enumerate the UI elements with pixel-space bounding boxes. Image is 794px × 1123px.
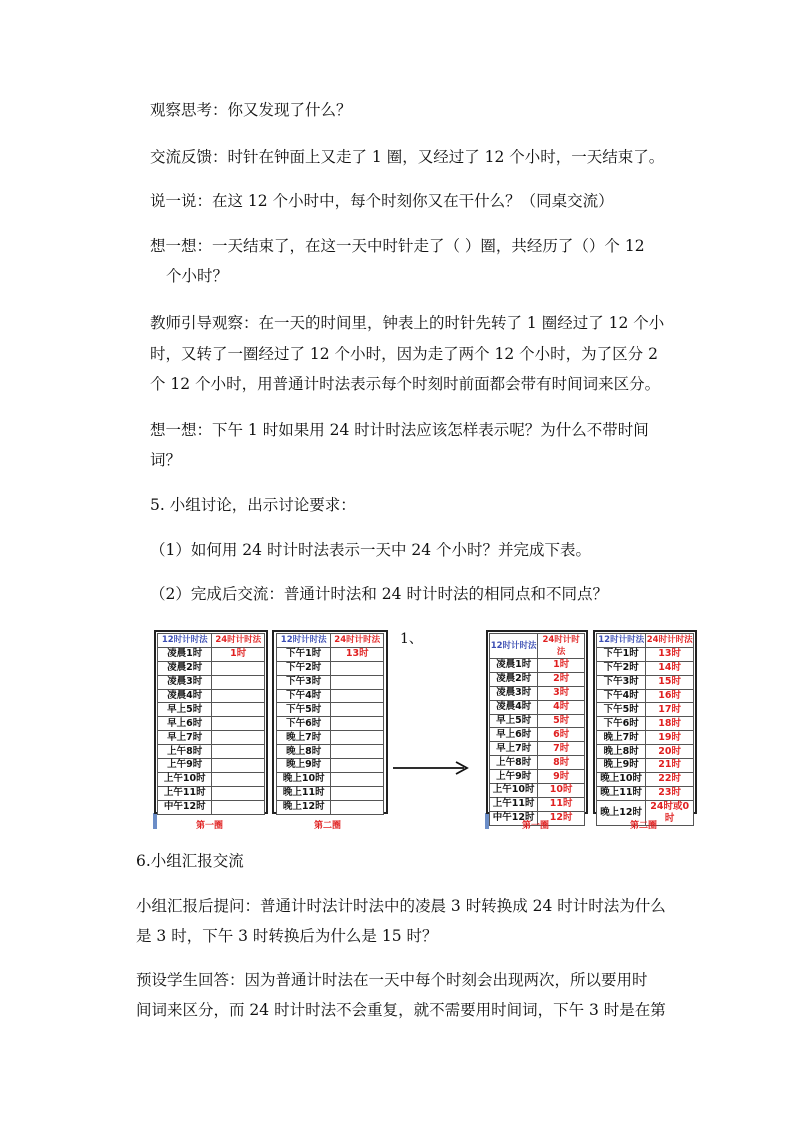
time-24h-cell[interactable] xyxy=(331,772,384,786)
time-12h-cell: 早上5时 xyxy=(158,703,212,717)
time-24h-cell[interactable]: 24时或0时 xyxy=(646,800,694,825)
time-24h-cell[interactable] xyxy=(212,759,265,773)
table-row xyxy=(277,689,384,703)
time-24h-cell[interactable] xyxy=(331,675,384,689)
header-24h: 24时计时法 xyxy=(646,635,693,646)
table-row xyxy=(597,717,694,731)
time-24h-cell[interactable] xyxy=(212,731,265,745)
table-row xyxy=(158,772,265,786)
time-12h-cell: 上午8时 xyxy=(158,745,212,759)
table-row xyxy=(277,675,384,689)
time-12h-cell: 早上7时 xyxy=(490,742,538,756)
time-12h-cell: 下午3时 xyxy=(277,675,331,689)
line-think-1b: 个小时？ xyxy=(166,267,229,285)
line-report-b: 是 3 时，下午 3 时转换后为什么是 15 时？ xyxy=(136,927,438,945)
time-12h-cell: 下午4时 xyxy=(597,689,646,703)
time-12h-cell: 下午5时 xyxy=(277,703,331,717)
time-12h-cell: 凌晨1时 xyxy=(158,647,212,661)
time-12h-cell: 晚上7时 xyxy=(277,731,331,745)
time-24h-cell[interactable] xyxy=(212,717,265,731)
line-answer-a: 预设学生回答：因为普通计时法在一天中每个时刻会出现两次，所以要用时 xyxy=(136,971,648,989)
time-24h-cell[interactable]: 5时 xyxy=(538,714,585,728)
time-24h-cell[interactable]: 19时 xyxy=(646,731,694,745)
time-24h-cell[interactable]: 18时 xyxy=(646,717,694,731)
table-row xyxy=(597,647,694,661)
time-12h-cell: 早上6时 xyxy=(490,728,538,742)
line-observe: 观察思考：你又发现了什么？ xyxy=(150,101,352,119)
table-row xyxy=(158,759,265,773)
header-12h: 12时计时法 xyxy=(277,634,331,648)
table-row xyxy=(277,717,384,731)
table-row xyxy=(597,675,694,689)
time-12h-cell: 凌晨2时 xyxy=(158,661,212,675)
time-24h-cell[interactable] xyxy=(212,800,265,814)
line-group-discuss: 5. 小组讨论，出示讨论要求： xyxy=(150,496,356,514)
caption-first-circle: 第一圈 xyxy=(522,821,550,831)
line-req-2: （2）完成后交流：普通计时法和 24 时计时法的相同点和不同点？ xyxy=(150,585,608,603)
table-after-second xyxy=(596,633,694,826)
time-12h-cell: 上午9时 xyxy=(158,759,212,773)
line-teacher-a: 教师引导观察：在一天的时间里，钟表上的时针先转了 1 圈经过了 12 个小 xyxy=(150,314,665,332)
time-12h-cell: 晚上11时 xyxy=(277,786,331,800)
time-24h-cell[interactable] xyxy=(212,745,265,759)
table-row xyxy=(490,742,585,756)
time-24h-cell[interactable]: 17时 xyxy=(646,703,694,717)
table-row xyxy=(597,759,694,773)
header-12h: 12时计时法 xyxy=(490,634,538,659)
table-row xyxy=(277,800,384,814)
time-24h-cell[interactable] xyxy=(331,731,384,745)
table-row xyxy=(158,675,265,689)
table-row xyxy=(490,784,585,798)
time-12h-cell: 下午3时 xyxy=(597,675,646,689)
time-12h-cell: 下午6时 xyxy=(597,717,646,731)
time-24h-cell[interactable]: 8时 xyxy=(538,756,585,770)
time-24h-cell[interactable]: 15时 xyxy=(646,675,694,689)
time-24h-cell[interactable]: 6时 xyxy=(538,728,585,742)
line-teacher-b: 时，又转了一圈经过了 12 个小时，因为走了两个 12 个小时，为了区分 2 xyxy=(150,345,658,363)
time-12h-cell: 上午11时 xyxy=(490,797,538,811)
table-row xyxy=(277,759,384,773)
time-24h-cell[interactable]: 12时 xyxy=(538,811,585,825)
table-before-first xyxy=(157,633,265,815)
section-6-title: 6.小组汇报交流 xyxy=(136,852,244,870)
header-24h: 24时计时法 xyxy=(538,634,585,659)
time-24h-cell[interactable] xyxy=(331,759,384,773)
time-12h-cell: 凌晨3时 xyxy=(490,686,538,700)
table-row xyxy=(597,731,694,745)
caption-second-circle: 第二圈 xyxy=(314,821,342,831)
line-think-2a: 想一想：下午 1 时如果用 24 时计时法应该怎样表示呢？为什么不带时间 xyxy=(150,421,649,439)
time-12h-cell: 凌晨3时 xyxy=(158,675,212,689)
time-24h-cell[interactable]: 9时 xyxy=(538,770,585,784)
time-24h-cell[interactable]: 7时 xyxy=(538,742,585,756)
time-24h-cell[interactable]: 11时 xyxy=(538,797,585,811)
table-row xyxy=(490,672,585,686)
table-row xyxy=(490,756,585,770)
header-12h: 12时计时法 xyxy=(598,635,645,646)
table-row xyxy=(490,797,585,811)
table-row xyxy=(490,728,585,742)
time-24h-cell[interactable]: 2时 xyxy=(538,672,585,686)
table-row xyxy=(597,661,694,675)
table-row xyxy=(158,661,265,675)
caption-first-circle: 第一圈 xyxy=(196,821,224,831)
time-24h-cell[interactable]: 1时 xyxy=(538,659,585,673)
line-think-2b: 词？ xyxy=(150,451,182,469)
line-think-1a: 想一想：一天结束了，在这一天中时针走了（ ）圈，共经历了（）个 12 xyxy=(150,237,645,255)
header-24h: 24时计时法 xyxy=(212,634,265,648)
table-row xyxy=(490,770,585,784)
header-24h: 24时计时法 xyxy=(331,634,384,648)
time-24h-cell[interactable]: 10时 xyxy=(538,784,585,798)
time-24h-cell[interactable] xyxy=(331,689,384,703)
table-row xyxy=(490,714,585,728)
time-24h-cell[interactable]: 21时 xyxy=(646,759,694,773)
line-teacher-c: 个 12 个小时，用普通计时法表示每个时刻时前面都会带有时间词来区分。 xyxy=(150,375,661,393)
time-12h-cell: 晚上10时 xyxy=(597,772,646,786)
time-12h-cell: 上午10时 xyxy=(158,772,212,786)
table-row xyxy=(490,686,585,700)
time-24h-cell[interactable]: 23时 xyxy=(646,786,694,800)
table-row xyxy=(490,700,585,714)
caption-second-circle: 第二圈 xyxy=(630,821,658,831)
time-12h-cell: 早上6时 xyxy=(158,717,212,731)
time-12h-cell: 晚上10时 xyxy=(277,772,331,786)
table-row xyxy=(158,717,265,731)
time-12h-cell: 晚上12时 xyxy=(597,800,646,825)
time-12h-cell: 中午12时 xyxy=(158,800,212,814)
time-24h-cell[interactable] xyxy=(331,717,384,731)
time-12h-cell: 下午2时 xyxy=(277,661,331,675)
time-24h-cell[interactable] xyxy=(331,661,384,675)
table-row xyxy=(158,745,265,759)
line-feedback: 交流反馈：时针在钟面上又走了 1 圈，又经过了 12 个小时，一天结束了。 xyxy=(150,148,665,166)
time-12h-cell: 晚上8时 xyxy=(277,745,331,759)
time-12h-cell: 下午4时 xyxy=(277,689,331,703)
table-row xyxy=(158,703,265,717)
line-req-1: （1）如何用 24 时计时法表示一天中 24 个小时？并完成下表。 xyxy=(150,541,592,559)
time-12h-cell: 凌晨4时 xyxy=(490,700,538,714)
time-12h-cell: 上午11时 xyxy=(158,786,212,800)
time-24h-cell[interactable]: 3时 xyxy=(538,686,585,700)
time-12h-cell: 凌晨1时 xyxy=(490,659,538,673)
line-report-a: 小组汇报后提问：普通计时法计时法中的凌晨 3 时转换成 24 时计时法为什么 xyxy=(136,897,666,915)
time-24h-cell[interactable] xyxy=(212,703,265,717)
time-12h-cell: 早上7时 xyxy=(158,731,212,745)
table-row xyxy=(277,745,384,759)
table-row xyxy=(158,786,265,800)
table-row xyxy=(277,786,384,800)
time-12h-cell: 凌晨4时 xyxy=(158,689,212,703)
time-12h-cell: 晚上12时 xyxy=(277,800,331,814)
time-24h-cell[interactable] xyxy=(212,786,265,800)
time-12h-cell: 早上5时 xyxy=(490,714,538,728)
time-24h-cell[interactable] xyxy=(331,703,384,717)
time-24h-cell[interactable] xyxy=(212,661,265,675)
table-row xyxy=(277,647,384,661)
time-24h-cell[interactable]: 13时 xyxy=(331,647,384,661)
table-after-first xyxy=(489,633,585,826)
time-12h-cell: 晚上7时 xyxy=(597,731,646,745)
line-answer-b: 间词来区分，而 24 时计时法不会重复，就不需要用时间词，下午 3 时是在第 xyxy=(136,1001,666,1019)
header-12h: 12时计时法 xyxy=(158,634,212,648)
time-24h-cell[interactable]: 1时 xyxy=(212,647,265,661)
time-12h-cell: 下午1时 xyxy=(597,647,646,661)
table-row xyxy=(597,689,694,703)
time-12h-cell: 下午6时 xyxy=(277,717,331,731)
table-row xyxy=(597,786,694,800)
time-12h-cell: 中午12时 xyxy=(490,811,538,825)
table-row xyxy=(277,772,384,786)
figure-mark: 1、 xyxy=(400,631,423,647)
time-24h-cell[interactable]: 13时 xyxy=(646,647,694,661)
table-row xyxy=(597,703,694,717)
time-12h-cell: 下午2时 xyxy=(597,661,646,675)
time-24h-cell[interactable] xyxy=(212,772,265,786)
time-12h-cell: 晚上9时 xyxy=(277,759,331,773)
time-12h-cell: 上午8时 xyxy=(490,756,538,770)
time-24h-cell[interactable]: 14时 xyxy=(646,661,694,675)
table-row xyxy=(490,659,585,673)
time-12h-cell: 晚上9时 xyxy=(597,759,646,773)
table-row xyxy=(158,800,265,814)
time-24h-cell[interactable]: 22时 xyxy=(646,772,694,786)
time-24h-cell[interactable] xyxy=(212,689,265,703)
table-row xyxy=(597,772,694,786)
time-12h-cell: 下午1时 xyxy=(277,647,331,661)
time-12h-cell: 凌晨2时 xyxy=(490,672,538,686)
table-row xyxy=(277,731,384,745)
time-24h-cell[interactable] xyxy=(212,675,265,689)
time-24h-cell[interactable] xyxy=(331,800,384,814)
table-row xyxy=(158,647,265,661)
arrow-icon xyxy=(392,760,472,776)
table-row xyxy=(158,689,265,703)
time-12h-cell: 晚上11时 xyxy=(597,786,646,800)
time-12h-cell: 下午5时 xyxy=(597,703,646,717)
table-before-second xyxy=(276,633,384,815)
time-24h-cell[interactable] xyxy=(331,786,384,800)
time-24h-cell[interactable]: 20时 xyxy=(646,745,694,759)
time-24h-cell[interactable]: 16时 xyxy=(646,689,694,703)
table-row xyxy=(277,661,384,675)
table-row xyxy=(277,703,384,717)
time-12h-cell: 上午10时 xyxy=(490,784,538,798)
table-row xyxy=(158,731,265,745)
line-say: 说一说：在这 12 个小时中，每个时刻你又在干什么？（同桌交流） xyxy=(150,192,614,210)
time-12h-cell: 上午9时 xyxy=(490,770,538,784)
table-row xyxy=(597,745,694,759)
time-24h-cell[interactable]: 4时 xyxy=(538,700,585,714)
time-24h-cell[interactable] xyxy=(331,745,384,759)
time-12h-cell: 晚上8时 xyxy=(597,745,646,759)
